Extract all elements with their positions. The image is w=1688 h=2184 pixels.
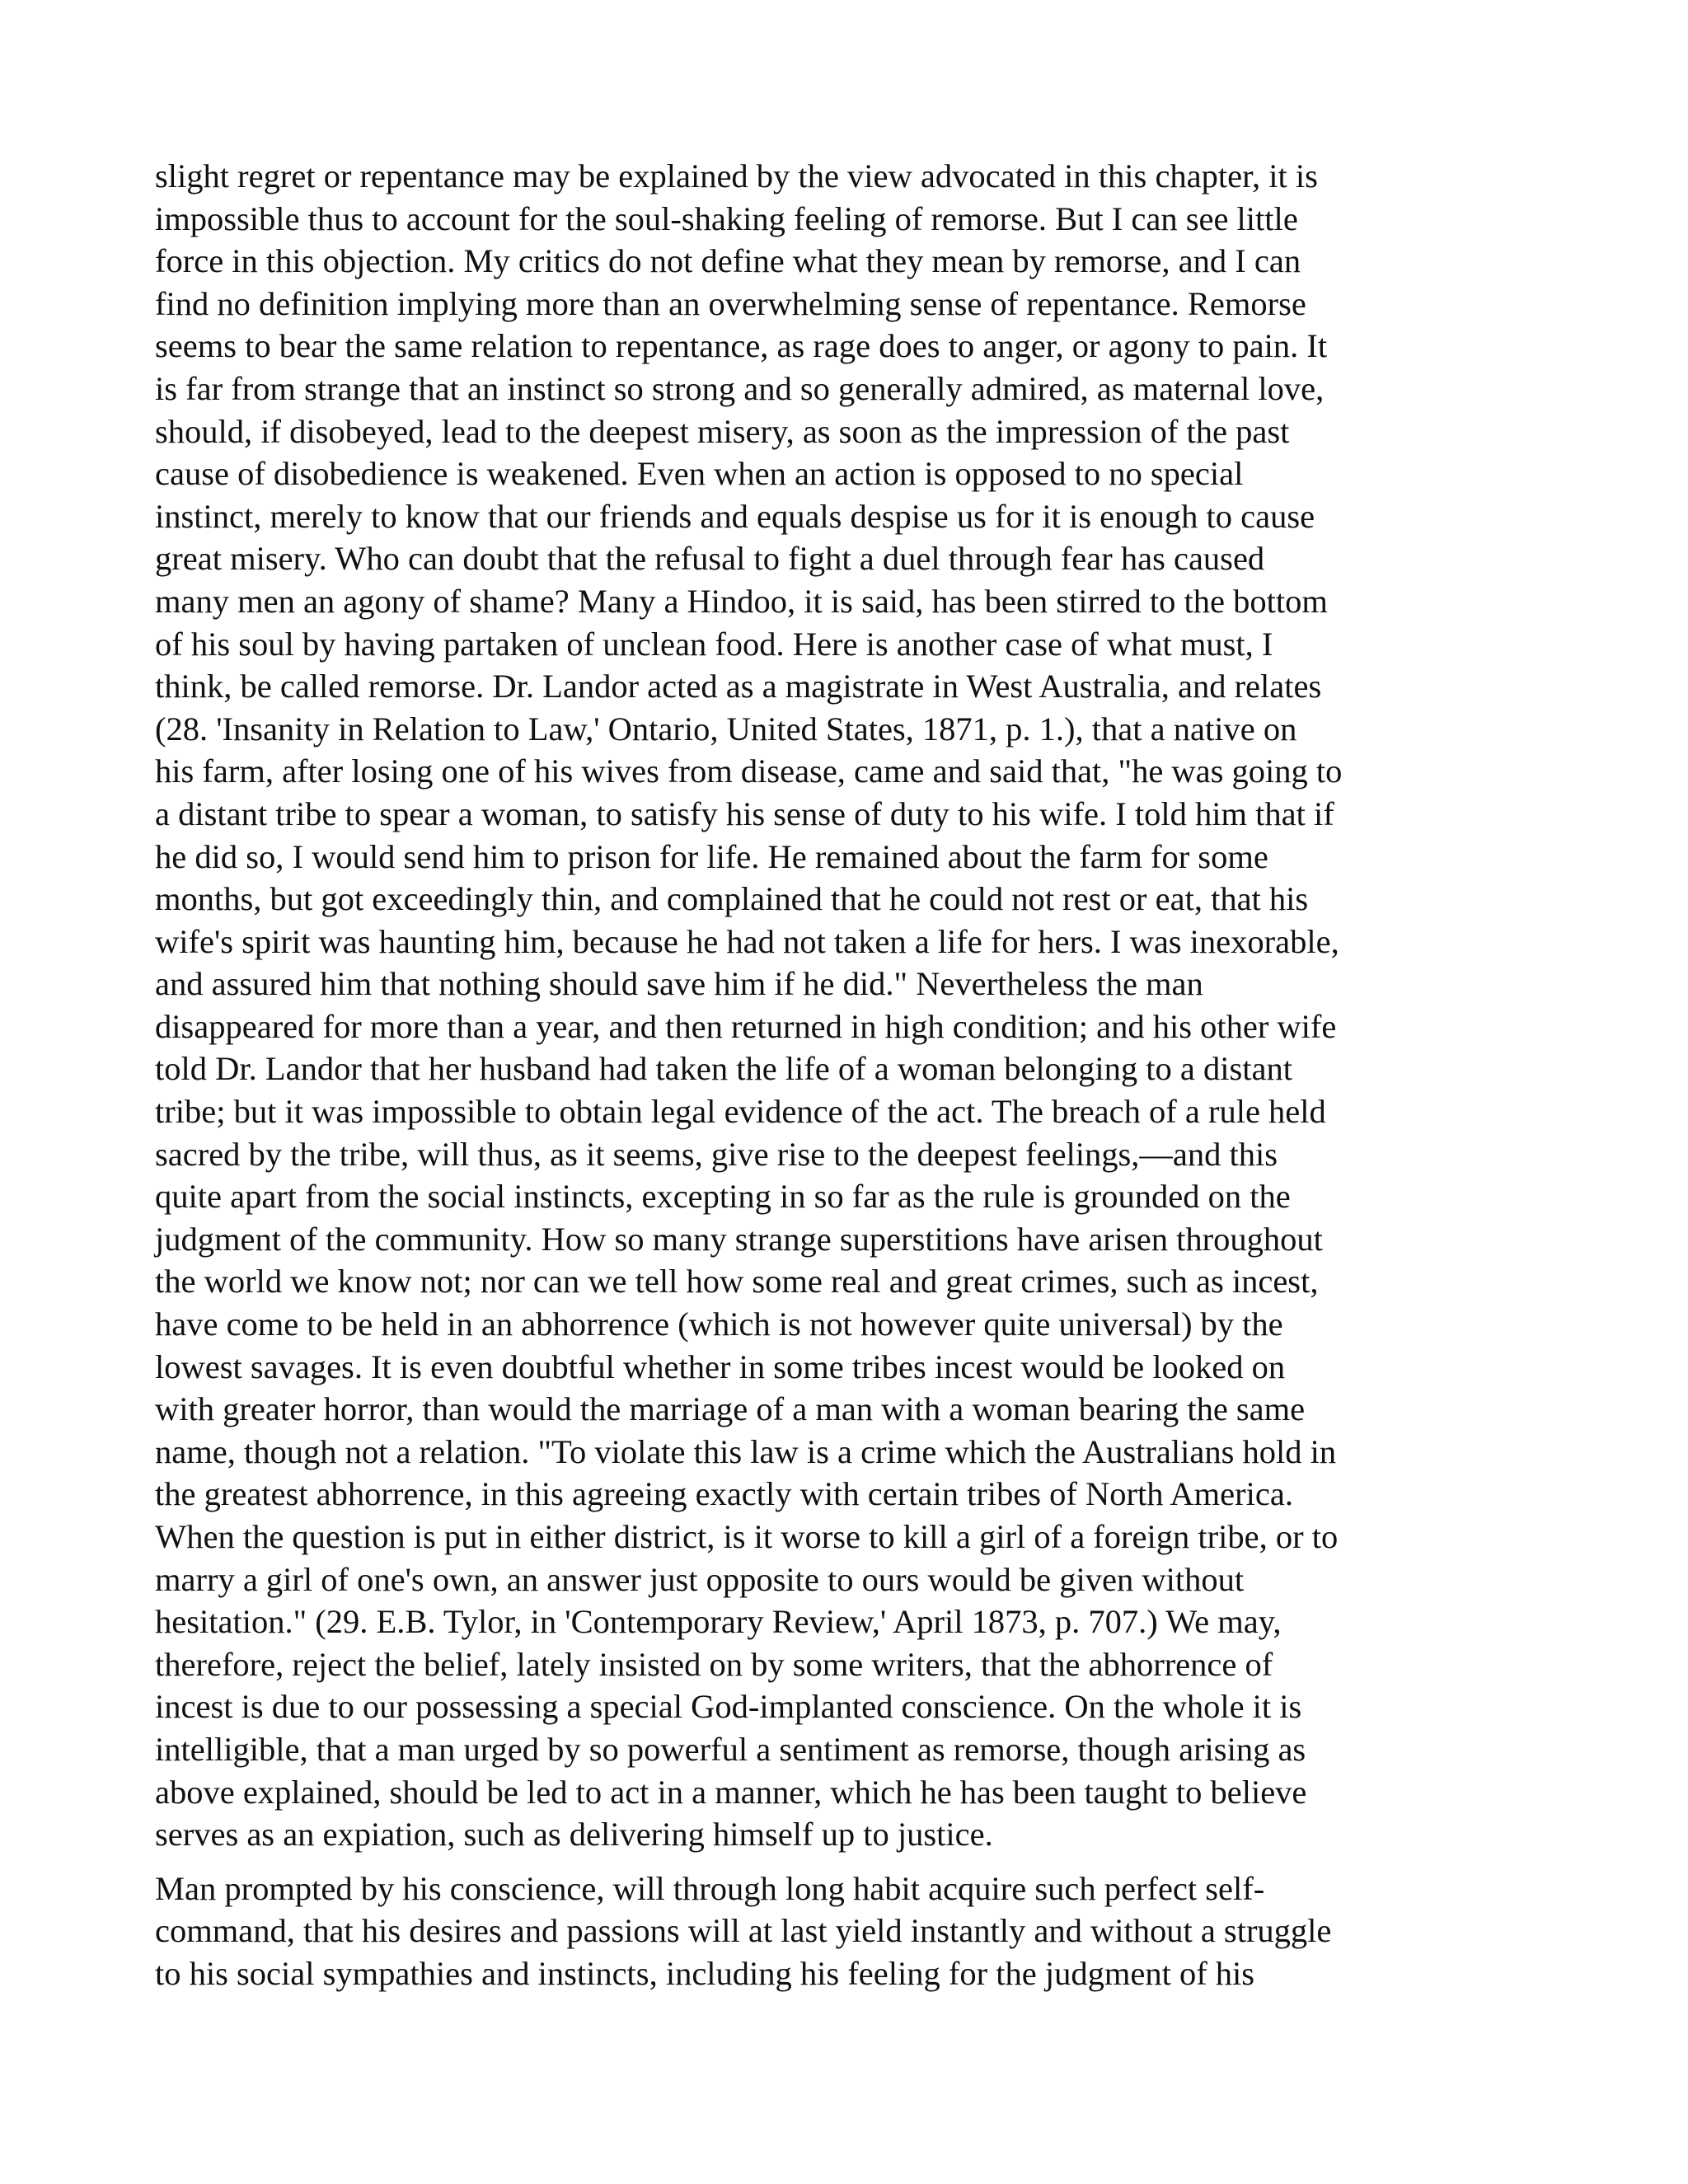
text-line: instinct, merely to know that our friends and equals despise us for it is enough to cause (155, 497, 1315, 535)
text-line: should, if disobeyed, lead to the deepest misery, as soon as the impression of the past (155, 412, 1290, 450)
text-line: and assured him that nothing should save him if he did." Nevertheless the man (155, 965, 1203, 1003)
text-line: therefore, reject the belief, lately insisted on by some writers, that the abhorrence of (155, 1645, 1273, 1683)
text-line: quite apart from the social instincts, excepting in so far as the rule is grounded on the (155, 1178, 1291, 1216)
text-line: the greatest abhorrence, in this agreeing exactly with certain tribes of North America. (155, 1475, 1293, 1513)
text-line: name, though not a relation. "To violate this law is a crime which the Australians hold in (155, 1432, 1337, 1470)
text-line: intelligible, that a man urged by so powerful a sentiment as remorse, though arising as (155, 1730, 1306, 1768)
text-line: many men an agony of shame? Many a Hindoo, it is said, has been stirred to the bottom (155, 582, 1328, 620)
text-line: Man prompted by his conscience, will through long habit acquire such perfect self- (155, 1869, 1265, 1907)
text-line: great misery. Who can doubt that the refusal to fight a duel through fear has caused (155, 540, 1265, 578)
text-line: told Dr. Landor that her husband had taken the life of a woman belonging to a distant (155, 1050, 1293, 1088)
text-line: have come to be held in an abhorrence (which is not however quite universal) by the (155, 1305, 1283, 1343)
text-line: incest is due to our possessing a special God-implanted conscience. On the whole it is (155, 1688, 1302, 1726)
text-line: (28. 'Insanity in Relation to Law,' Ontario, United States, 1871, p. 1.), that a native on (155, 710, 1297, 748)
text-line: sacred by the tribe, will thus, as it seems, give rise to the deepest feelings,—and this (155, 1135, 1278, 1173)
body-text (155, 155, 1540, 1995)
text-line: tribe; but it was impossible to obtain legal evidence of the act. The breach of a rule held (155, 1093, 1326, 1131)
text-line: think, be called remorse. Dr. Landor acted as a magistrate in West Australia, and relates (155, 668, 1322, 705)
text-line: a distant tribe to spear a woman, to satisfy his sense of duty to his wife. I told him that if (155, 794, 1334, 832)
text-line: marry a girl of one's own, an answer just opposite to ours would be given without (155, 1560, 1245, 1598)
text-line: wife's spirit was haunting him, because he had not taken a life for hers. I was inexorable, (155, 922, 1339, 960)
text-line: cause of disobedience is weakened. Even when an action is opposed to no special (155, 455, 1244, 493)
text-line: When the question is put in either district, is it worse to kill a girl of a foreign tribe, or to (155, 1518, 1339, 1555)
text-line: of his soul by having partaken of unclean food. Here is another case of what must, I (155, 625, 1273, 663)
text-line: disappeared for more than a year, and then returned in high condition; and his other wife (155, 1007, 1337, 1045)
paragraph (155, 1868, 1540, 1995)
text-line: his farm, after losing one of his wives from disease, came and said that, "he was going to (155, 752, 1343, 790)
text-line: the world we know not; nor can we tell how some real and great crimes, such as incest, (155, 1263, 1319, 1301)
text-line: hesitation." (29. E.B. Tylor, in 'Contemporary Review,' April 1873, p. 707.) We may, (155, 1603, 1282, 1641)
text-line: slight regret or repentance may be explained by the view advocated in this chapter, it is (155, 157, 1318, 194)
text-line: judgment of the community. How so many strange superstitions have arisen throughout (155, 1220, 1323, 1258)
text-line: to his social sympathies and instincts, including his feeling for the judgment of his (155, 1954, 1255, 1992)
text-line: months, but got exceedingly thin, and complained that he could not rest or eat, that his (155, 880, 1309, 918)
text-line: with greater horror, than would the marriage of a man with a woman bearing the same (155, 1390, 1306, 1428)
text-line: command, that his desires and passions will at last yield instantly and without a struggle (155, 1912, 1332, 1950)
text-line: lowest savages. It is even doubtful whether in some tribes incest would be looked on (155, 1347, 1286, 1385)
text-line: force in this objection. My critics do not define what they mean by remorse, and I can (155, 242, 1301, 280)
text-line: serves as an expiation, such as delivering himself up to justice. (155, 1816, 993, 1854)
text-line: find no definition implying more than an overwhelming sense of repentance. Remorse (155, 284, 1306, 322)
paragraph (155, 155, 1540, 1856)
text-line: above explained, should be led to act in a manner, which he has been taught to believe (155, 1773, 1307, 1811)
text-line: impossible thus to account for the soul-shaking feeling of remorse. But I can see little (155, 199, 1298, 237)
text-line: is far from strange that an instinct so strong and so generally admired, as maternal love, (155, 369, 1325, 407)
text-line: seems to bear the same relation to repentance, as rage does to anger, or agony to pain. It (155, 327, 1328, 365)
text-line: he did so, I would send him to prison for life. He remained about the farm for some (155, 837, 1268, 875)
